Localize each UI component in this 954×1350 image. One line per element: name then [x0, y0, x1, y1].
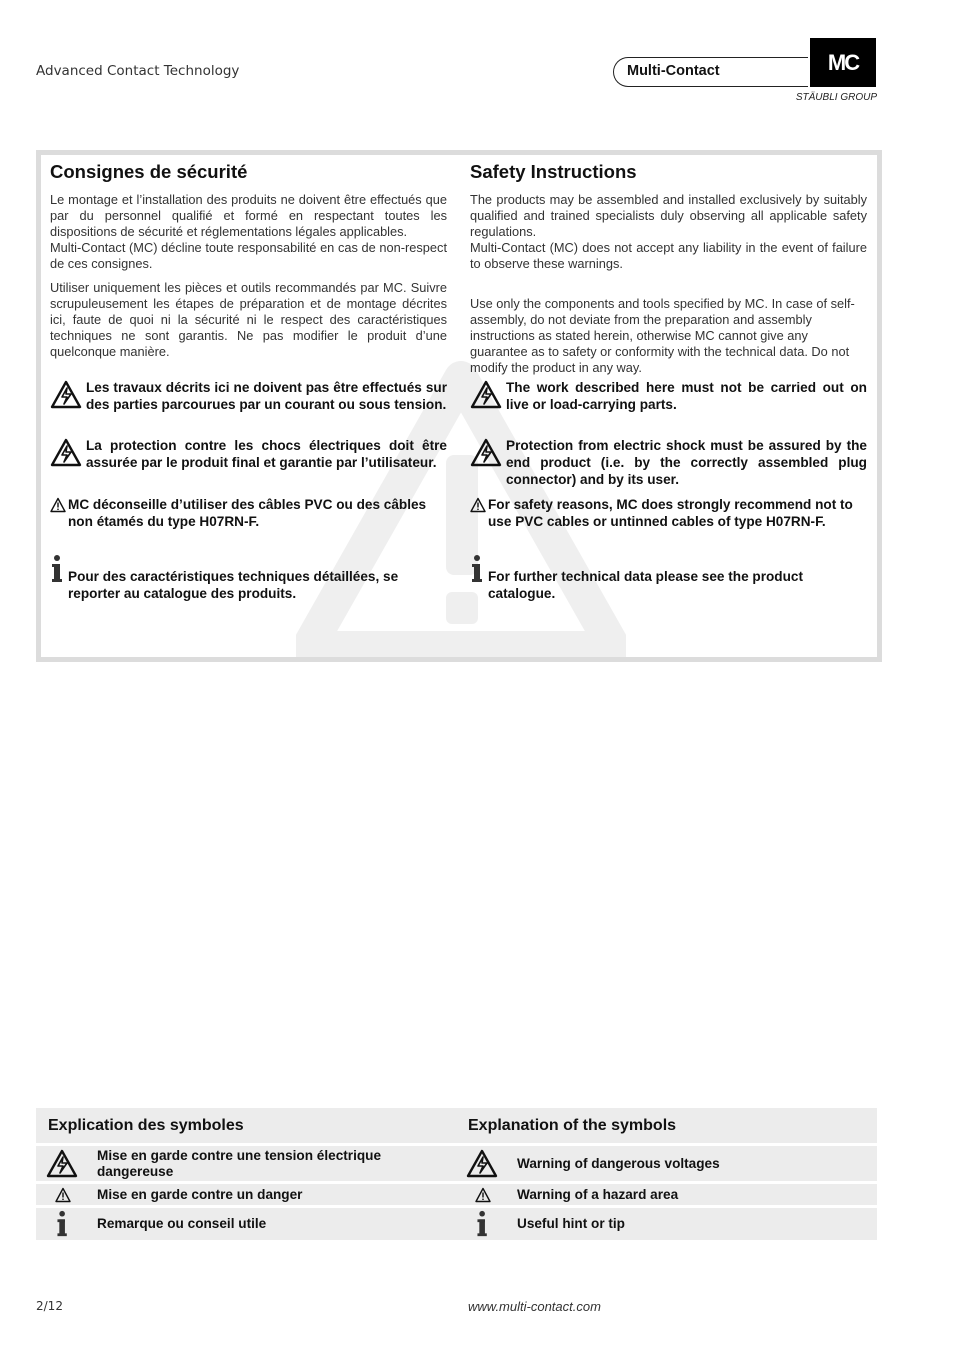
hazard-warning-icon: [50, 497, 68, 513]
fr-warning-3-text: MC déconseille d’utiliser des câbles PVC ou des câbles non étamés du type H07RN-F.: [68, 497, 427, 529]
voltage-warning-icon: [470, 379, 506, 411]
hazard-warning-icon: [55, 1187, 73, 1203]
en-warning-2-text: Protection from electric shock must be assured by the end product (i.e. by the correctly assembled plug connector) and by its user.: [506, 438, 867, 487]
legend-header: [36, 1108, 877, 1143]
fr-paragraph-1: Le montage et l’installation des produits ne doivent être effectués que par du personnel qualifié et formé en respectant toutes les dispositions de sécurité et réglementations légales applicables.: [50, 192, 447, 239]
legend-en-title: Explanation of the symbols: [468, 1117, 677, 1134]
legend-fr-hint: [42, 1208, 266, 1240]
fr-info-text: Pour des caractéristiques techniques détaillées, se reporter au catalogue des produits.: [68, 569, 399, 601]
fr-warning-pvc: [50, 496, 447, 530]
legend-en-voltage: [462, 1146, 720, 1181]
legend-fr-hint-text: Remarque ou conseil utile: [97, 1216, 267, 1231]
info-icon: [50, 554, 68, 584]
legend-fr-hazard: [42, 1184, 302, 1205]
hazard-warning-icon: [470, 497, 488, 513]
voltage-warning-icon: [46, 1148, 82, 1180]
page-number: 2/12: [36, 1299, 63, 1313]
info-icon: [475, 1210, 493, 1238]
fr-info-note: [50, 568, 447, 602]
fr-warning-electric-shock: [50, 437, 447, 471]
en-warning-3-text: For safety reasons, MC does strongly recommend not to use PVC cables or untinned cables of type H07RN-F.: [488, 497, 853, 529]
fr-warning-live-parts: [50, 379, 447, 413]
en-warning-live-parts: [470, 379, 867, 413]
brand-name: Multi-Contact: [627, 63, 720, 79]
legend-en-hazard: [462, 1184, 678, 1205]
fr-title: Consignes de sécurité: [50, 161, 248, 182]
legend-row-hint: [36, 1208, 877, 1240]
legend-fr-hazard-text: Mise en garde contre un danger: [97, 1186, 303, 1202]
mc-logo: MC: [810, 38, 876, 87]
voltage-warning-icon: [50, 379, 86, 411]
en-info-note: [470, 568, 867, 602]
english-column: [470, 161, 867, 601]
fr-paragraph-2: Multi-Contact (MC) décline toute responsabilité en cas de non-respect de ces consignes.: [50, 240, 447, 271]
en-info-text: For further technical data please see the product catalogue.: [488, 569, 803, 601]
info-icon: [470, 554, 488, 584]
en-paragraph-1: The products may be assembled and installed exclusively by suitably qualified and trained specialists duly observing all applicable safety regulations.: [470, 192, 867, 239]
info-icon: [55, 1210, 73, 1238]
hazard-warning-icon: [475, 1187, 493, 1203]
legend-en-hint: [462, 1208, 625, 1240]
fr-warning-2-text: La protection contre les chocs électriques doit être assurée par le produit final et garantie par l’utilisateur.: [86, 438, 447, 470]
symbol-legend: [36, 1108, 877, 1240]
header-tagline: Advanced Contact Technology: [36, 63, 240, 79]
legend-row-hazard: [36, 1184, 877, 1205]
legend-en-voltage-text: Warning of dangerous voltages: [517, 1155, 720, 1171]
legend-fr-voltage-text: Mise en garde contre une tension électrique dangereuse: [97, 1147, 382, 1179]
voltage-warning-icon: [466, 1148, 502, 1180]
safety-panel: [36, 150, 882, 662]
en-title: Safety Instructions: [470, 161, 637, 182]
legend-en-hint-text: Useful hint or tip: [517, 1216, 625, 1231]
legend-fr-voltage: [42, 1146, 457, 1181]
fr-warning-1-text: Les travaux décrits ici ne doivent pas être effectués sur des parties parcourues par un courant ou sous tension.: [86, 380, 447, 412]
en-warning-pvc: [470, 496, 867, 530]
website-link[interactable]: www.multi-contact.com: [468, 1299, 601, 1314]
fr-paragraph-3: Utiliser uniquement les pièces et outils recommandés par MC. Suivre scrupuleusement les étapes de préparation et de montage décrites ici, faute de quoi ni la sécurité ni le respect des caractéristiques techniques ne sont garantis. Ne pas modifier le produit d’une quelconque manière.: [50, 280, 447, 359]
legend-row-voltage: [36, 1146, 877, 1181]
french-column: [50, 161, 447, 601]
en-paragraph-2: Multi-Contact (MC) does not accept any liability in the event of failure to observe these warnings.: [470, 240, 867, 271]
en-warning-1-text: The work described here must not be carried out on live or load-carrying parts.: [506, 380, 867, 412]
voltage-warning-icon: [50, 437, 86, 469]
voltage-warning-icon: [470, 437, 506, 469]
en-warning-electric-shock: [470, 437, 867, 488]
group-name: STÄUBLI GROUP: [795, 92, 877, 103]
legend-en-hazard-text: Warning of a hazard area: [517, 1186, 679, 1202]
en-paragraph-3: Use only the components and tools specified by MC. In case of self-assembly, do not deviate from the preparation and assembly instructions as stated herein, otherwise MC cannot give any guarantee as to safety or conformity with the technical data. Do not modify the product in any way.: [470, 296, 855, 375]
legend-fr-title: Explication des symboles: [48, 1117, 244, 1134]
brand-logo: [613, 57, 808, 87]
